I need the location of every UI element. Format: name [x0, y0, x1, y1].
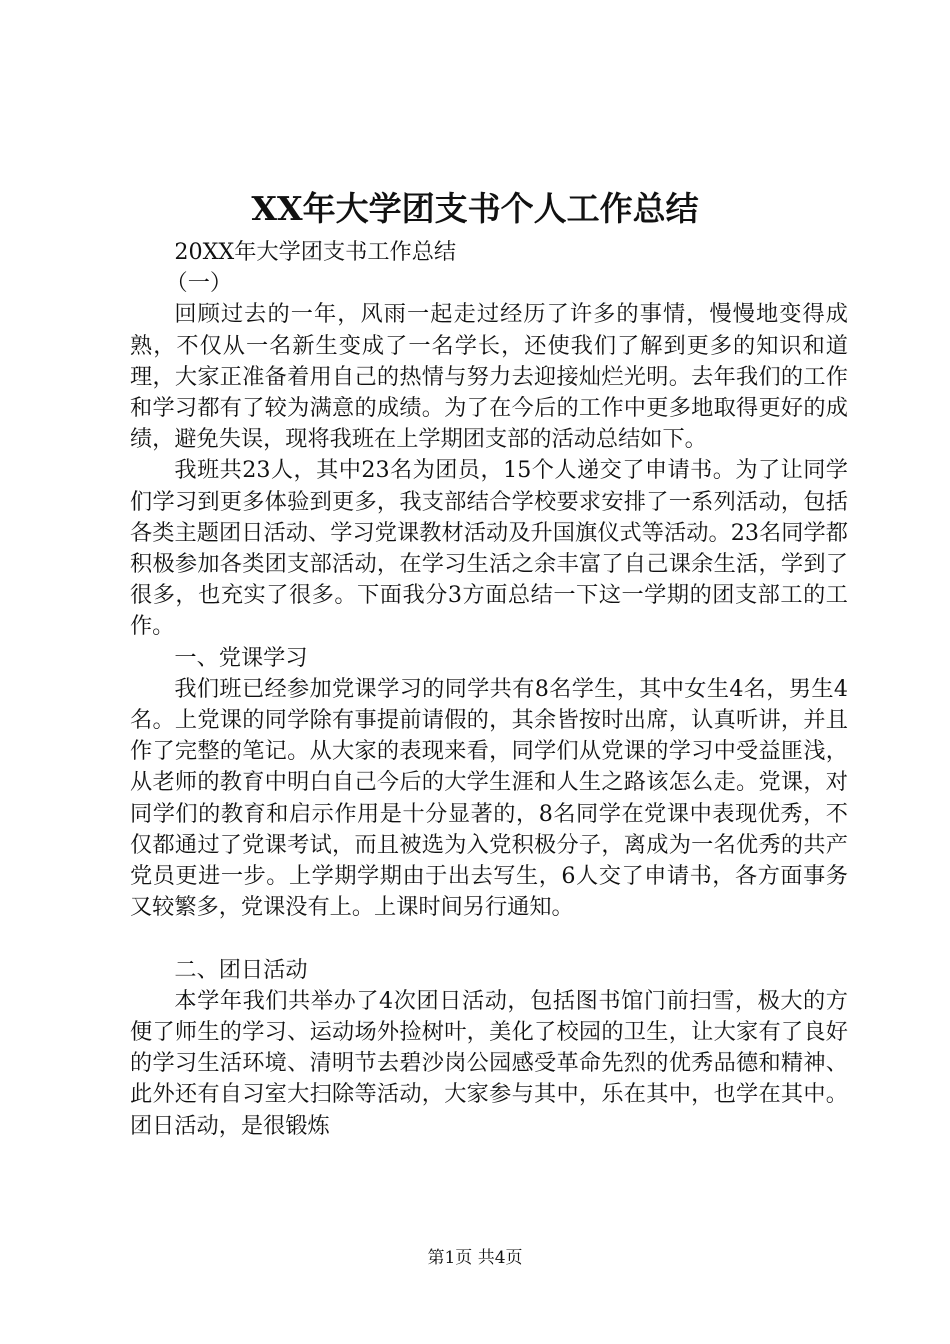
paragraph-party-class: 我们班已经参加党课学习的同学共有8名学生，其中女生4名，男生4名。上党课的同学除有事提前请假的，其余皆按时出席，认真听讲，并且作了完整的笔记。从大家的表现来看，同学们从党课的学习中受益匪浅，从老师的教育中明白自己今后的大学生涯和人生之路该怎么走。党课，对同学们的教育和启示作用是十分显著的，8名同学在党课中表现优秀，不仅都通过了党课考试，而且被选为入党积极分子，离成为一名优秀的共产党员更进一步。上学期学期由于出去写生，6人交了申请书，各方面事务又较繁多，党课没有上。上课时间另行通知。	[130, 675, 848, 921]
part-marker: （一）	[165, 270, 233, 297]
blank-line	[130, 923, 848, 954]
section-heading-party-class: 一、党课学习	[174, 644, 308, 671]
paragraph-league-day: 本学年我们共举办了4次团日活动，包括图书馆门前扫雪，极大的方便了师生的学习、运动场外捡树叶，美化了校园的卫生，让大家有了良好的学习生活环境、清明节去碧沙岗公园感受革命先烈的优秀品德和精神、此外还有自习室大扫除等活动，大家参与其中，乐在其中，也学在其中。团日活动，是很锻炼	[130, 987, 848, 1139]
document-title: XX年大学团支书个人工作总结	[251, 189, 699, 228]
page-footer: 第1页 共4页	[427, 1248, 523, 1268]
document-body	[130, 237, 848, 1142]
document-subtitle: 20XX年大学团支书工作总结	[174, 239, 457, 265]
section-heading-league-day: 二、团日活动	[174, 956, 308, 983]
paragraph-class-overview: 我班共23人，其中23名为团员，15个人递交了申请书。为了让同学们学习到更多体验到更多，我支部结合学校要求安排了一系列活动，包括各类主题团日活动、学习党课教材活动及升国旗仪式等活动。23名同学都积极参加各类团支部活动，在学习生活之余丰富了自己课余生活，学到了很多，也充实了很多。下面我分3方面总结一下这一学期的团支部工的工作。	[130, 457, 848, 640]
paragraph-review: 回顾过去的一年，风雨一起走过经历了许多的事情，慢慢地变得成熟，不仅从一名新生变成了一名学长，还使我们了解到更多的知识和道理，大家正准备着用自己的热情与努力去迎接灿烂光明。去年我们的工作和学习都有了较为满意的成绩。为了在今后的工作中更多地取得更好的成绩，避免失误，现将我班在上学期团支部的活动总结如下。	[130, 301, 848, 453]
